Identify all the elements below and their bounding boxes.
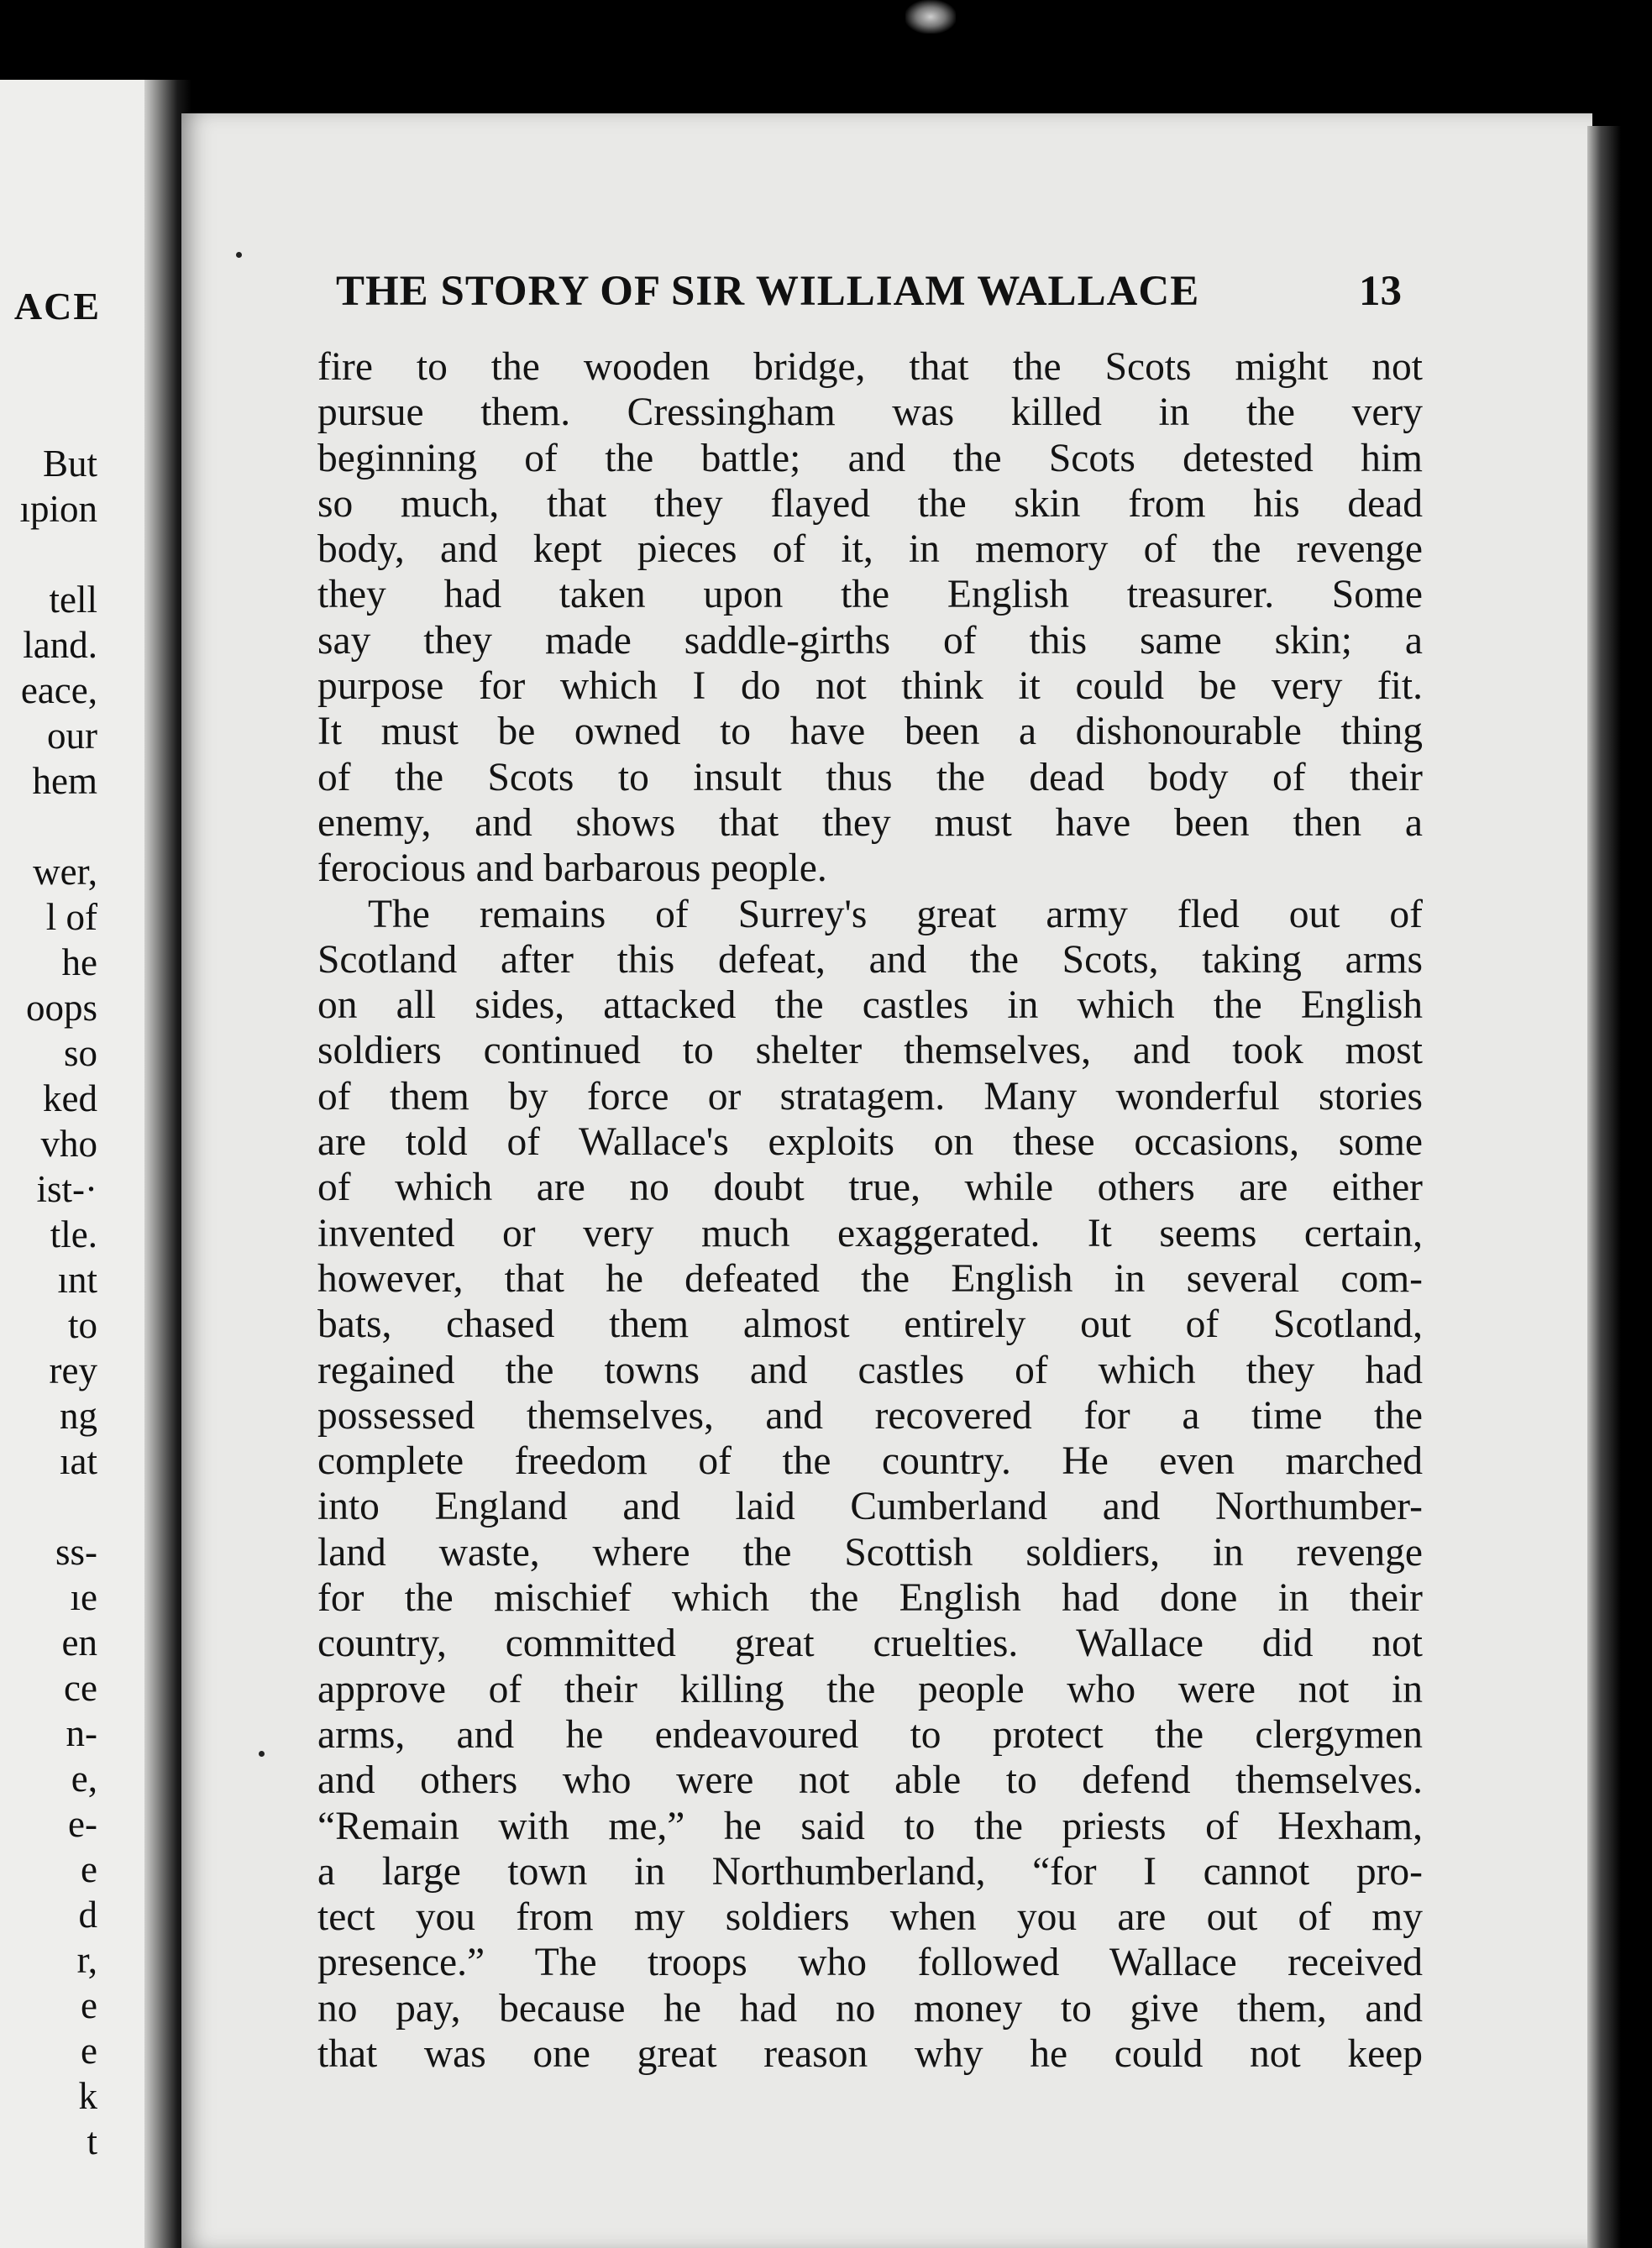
left-page-line: d	[78, 1894, 97, 1936]
left-page-line: ıe	[70, 1576, 97, 1618]
left-page-line: n-	[66, 1712, 97, 1754]
text-line: body, and kept pieces of it, in memory of the revenge	[317, 527, 1423, 572]
left-page-line: ng	[60, 1395, 97, 1437]
left-page-line: e	[81, 1984, 97, 2026]
left-page-line: t	[87, 2120, 97, 2162]
text-line: fire to the wooden bridge, that the Scots might not	[317, 345, 1423, 389]
left-page-line: eace,	[20, 669, 97, 711]
left-page-line: to	[67, 1304, 97, 1346]
print-speck	[236, 252, 242, 258]
text-line: so much, that they flayed the skin from his dead	[317, 481, 1423, 526]
left-page-line: ss-	[55, 1531, 97, 1573]
left-page-line: e	[81, 1848, 97, 1890]
left-page-line: ked	[43, 1077, 97, 1119]
page-number: 13	[1359, 268, 1402, 315]
text-line: land waste, where the Scottish soldiers, in revenge	[317, 1530, 1423, 1575]
text-line: for the mischief which the English had done in their	[317, 1576, 1423, 1621]
text-line: It must be owned to have been a dishonourable thing	[317, 710, 1423, 754]
left-page-line: our	[47, 715, 97, 757]
left-page-line: ınt	[57, 1259, 97, 1301]
text-line: are told of Wallace's exploits on these occasions, some	[317, 1120, 1423, 1165]
left-page-text-fragments	[19, 441, 97, 2164]
text-line: soldiers continued to shelter themselves, and took most	[317, 1029, 1423, 1073]
text-line: purpose for which I do not think it could be very fit.	[317, 664, 1423, 709]
left-page-line: ıat	[60, 1440, 97, 1482]
left-page-line: en	[61, 1622, 97, 1664]
text-line: complete freedom of the country. He even marched	[317, 1439, 1423, 1484]
left-page-line: rey	[49, 1349, 97, 1391]
left-facing-page	[0, 80, 144, 2248]
left-page-line: e-	[68, 1803, 97, 1845]
text-line: and others who were not able to defend themselves.	[317, 1758, 1423, 1803]
text-line: approve of their killing the people who were not in	[317, 1667, 1423, 1711]
left-page-line: tle.	[50, 1213, 97, 1255]
text-line: presence.” The troops who followed Wallace received	[317, 1941, 1423, 1985]
left-page-line: so	[63, 1032, 97, 1074]
print-speck	[259, 1751, 265, 1757]
left-page-line	[19, 1484, 97, 1529]
text-line: they had taken upon the English treasurer. Some	[317, 573, 1423, 617]
text-line: arms, and he endeavoured to protect the clergymen	[317, 1712, 1423, 1757]
left-page-line: wer,	[33, 851, 97, 893]
left-page-line: l of	[45, 896, 97, 938]
text-line: of which are no doubt true, while others are either	[317, 1166, 1423, 1210]
left-page-line: ıpion	[19, 488, 97, 530]
left-page-line: k	[78, 2075, 97, 2117]
body-text	[317, 344, 1423, 2077]
left-page-line: he	[61, 941, 97, 983]
text-line: of them by force or stratagem. Many wonderful stories	[317, 1074, 1423, 1119]
text-line: possessed themselves, and recovered for a time the	[317, 1393, 1423, 1438]
running-head	[336, 267, 1419, 316]
left-page-line: But	[42, 443, 97, 485]
left-page-line: land.	[23, 624, 97, 666]
text-line: invented or very much exaggerated. It seems certain,	[317, 1211, 1423, 1255]
text-line: ferocious and barbarous people.	[317, 846, 827, 891]
text-line: Scotland after this defeat, and the Scots, taking arms	[317, 937, 1423, 982]
text-line: however, that he defeated the English in several com-	[317, 1256, 1423, 1301]
left-page-line: vho	[40, 1123, 97, 1165]
left-page-line: r,	[76, 1939, 97, 1981]
left-page-line	[19, 804, 97, 849]
text-line: tect you from my soldiers when you are out of my	[317, 1895, 1423, 1940]
text-line: pursue them. Cressingham was killed in the very	[317, 390, 1423, 435]
left-page-line: e,	[71, 1758, 97, 1800]
text-line: that was one great reason why he could not keep	[317, 2031, 1423, 2076]
text-line: “Remain with me,” he said to the priests of Hexham,	[317, 1804, 1423, 1848]
text-line: say they made saddle-girths of this same skin; a	[317, 618, 1423, 663]
text-line: no pay, because he had no money to give them, and	[317, 1986, 1423, 2031]
left-page-line: tell	[49, 579, 97, 621]
text-line: on all sides, attacked the castles in which the English	[317, 983, 1423, 1028]
text-line: bats, chased them almost entirely out of Scotland,	[317, 1302, 1423, 1347]
left-page-line: hem	[32, 760, 97, 802]
page-edge-shadow	[1587, 126, 1621, 2248]
left-page-running-head: ACE	[13, 285, 101, 328]
text-line: into England and laid Cumberland and Northumber-	[317, 1485, 1423, 1529]
text-line: a large town in Northumberland, “for I cannot pro-	[317, 1849, 1423, 1894]
text-line: of the Scots to insult thus the dead body of their	[317, 755, 1423, 799]
text-line: The remains of Surrey's great army fled out of	[368, 892, 1423, 936]
text-line: country, committed great cruelties. Wallace did not	[317, 1622, 1423, 1666]
scan-stain	[905, 0, 956, 34]
left-page-line: e	[81, 2030, 97, 2072]
left-page-line: oops	[25, 987, 97, 1029]
text-line: beginning of the battle; and the Scots detested him	[317, 436, 1423, 480]
text-line: regained the towns and castles of which they had	[317, 1348, 1423, 1392]
running-head-title: THE STORY OF SIR WILLIAM WALLACE	[336, 268, 1200, 315]
text-line: enemy, and shows that they must have been then a	[317, 800, 1423, 845]
left-page-line: ce	[64, 1667, 97, 1709]
left-page-line	[19, 532, 97, 577]
left-page-line: ist-·	[36, 1168, 97, 1210]
